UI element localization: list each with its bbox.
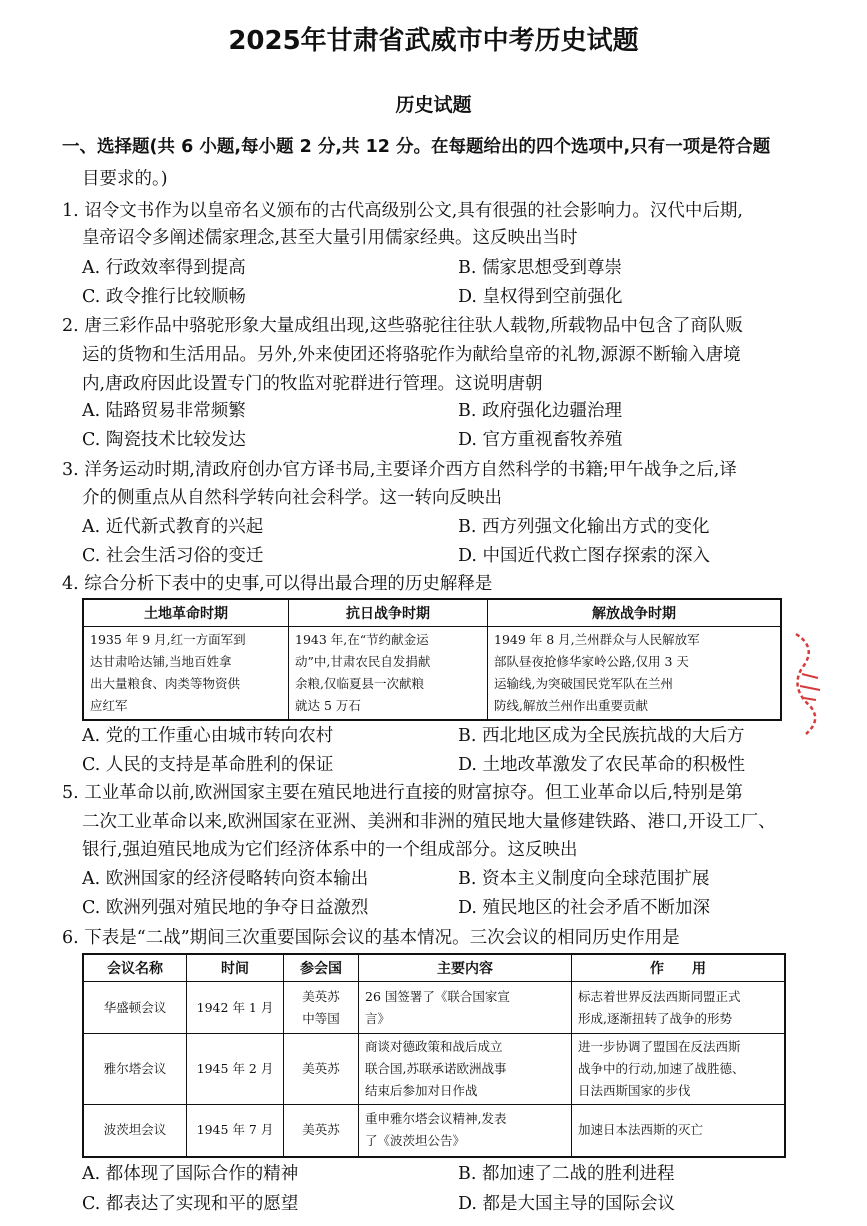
q6-row2-content-line3: 结束后参加对日作战: [365, 1083, 478, 1098]
q6-row1-countries: [284, 982, 359, 1034]
q6-row1-content-line1: 26 国签署了《联合国家宣: [365, 988, 510, 1004]
q5-stem-line1: 5. 工业革命以前,欧洲国家主要在殖民地进行直接的财富掠夺。但工业革命以后,特别是第: [62, 783, 743, 803]
q5-option-c[interactable]: C. 欧洲列强对殖民地的争夺日益激烈: [82, 898, 369, 918]
q5-option-a[interactable]: A. 欧洲国家的经济侵略转向资本输出: [82, 869, 369, 889]
q2-option-d[interactable]: D. 官方重视畜牧养殖: [458, 430, 623, 450]
q4-cell-1949-line1: 1949 年 8 月,兰州群众与人民解放军: [494, 632, 700, 647]
q4-cell-1943-line2: 动”中,甘肃农民自发捐献: [295, 654, 431, 669]
q4-cell-1949: [488, 627, 782, 721]
q6-row3-content-line2: 了《波茨坦公告》: [365, 1133, 466, 1149]
q6-row2-name: 雅尔塔会议: [83, 1034, 187, 1105]
q6-row2-effect: [572, 1034, 786, 1105]
section-instructions-line2: 目要求的。): [82, 169, 168, 189]
q3-option-c[interactable]: C. 社会生活习俗的变迁: [82, 546, 264, 566]
q1-stem-line2: 皇帝诏令多阐述儒家理念,甚至大量引用儒家经典。这反映出当时: [82, 228, 578, 248]
q5-option-d[interactable]: D. 殖民地区的社会矛盾不断加深: [458, 898, 711, 918]
q4-cell-1949-line4: 防线,解放兰州作出重要贡献: [494, 698, 648, 713]
q6-header-effect: 作 用: [572, 954, 786, 982]
q2-stem-line1: 2. 唐三彩作品中骆驼形象大量成组出现,这些骆驼往往驮人载物,所载物品中包含了商队贩: [62, 316, 743, 336]
q6-row1-content-line2: 言》: [365, 1010, 391, 1026]
q5-stem-line3: 银行,强迫殖民地成为它们经济体系中的一个组成部分。这反映出: [82, 840, 578, 860]
q6-conference-table: [82, 953, 786, 1158]
q4-cell-1943-line3: 余粮,仅临夏县一次献粮: [295, 676, 424, 691]
q4-cell-1943-line4: 就达 5 万石: [295, 698, 361, 713]
q2-stem-line2: 运的货物和生活用品。另外,外来使团还将骆驼作为献给皇帝的礼物,源源不断输入唐境: [82, 345, 741, 365]
q4-option-a[interactable]: A. 党的工作重心由城市转向农村: [82, 726, 334, 746]
q4-cell-1935: [83, 627, 289, 721]
q6-row1-countries-line2: 中等国: [302, 1010, 340, 1026]
q6-row1-countries-line1: 美英苏: [302, 988, 340, 1004]
q5-option-b[interactable]: B. 资本主义制度向全球范围扩展: [458, 869, 710, 889]
q2-option-c[interactable]: C. 陶瓷技术比较发达: [82, 430, 246, 450]
q3-stem-line2: 介的侧重点从自然科学转向社会科学。这一转向反映出: [82, 488, 502, 508]
q1-option-d[interactable]: D. 皇权得到空前强化: [458, 287, 623, 307]
q3-option-a[interactable]: A. 近代新式教育的兴起: [82, 517, 264, 537]
q6-header-countries: 参会国: [284, 954, 359, 982]
q6-row2-countries: 美英苏: [284, 1034, 359, 1105]
q6-option-b[interactable]: B. 都加速了二战的胜利进程: [458, 1164, 675, 1184]
q2-option-b[interactable]: B. 政府强化边疆治理: [458, 401, 622, 421]
q6-row1-effect: [572, 982, 786, 1034]
exam-title: 2025年甘肃省武威市中考历史试题: [228, 26, 639, 56]
q6-row3-content: [359, 1105, 572, 1157]
q6-row2-content-line2: 联合国,苏联承诺欧洲战事: [365, 1061, 507, 1076]
q6-row3-content-line1: 重申雅尔塔会议精神,发表: [365, 1111, 507, 1127]
q2-stem-line3: 内,唐政府因此设置专门的牧监对驼群进行管理。这说明唐朝: [82, 374, 543, 394]
q4-cell-1935-line4: 应红军: [90, 698, 128, 713]
q4-cell-1935-line2: 达甘肃哈达铺,当地百姓拿: [90, 654, 232, 669]
q6-row3-countries: 美英苏: [284, 1105, 359, 1157]
q6-row2-effect-line3: 日法西斯国家的步伐: [578, 1083, 691, 1098]
q1-stem-line1: 1. 诏令文书作为以皇帝名义颁布的古代高级别公文,具有很强的社会影响力。汉代中后期,: [62, 201, 743, 221]
q4-option-d[interactable]: D. 土地改革激发了农民革命的积极性: [458, 755, 746, 775]
q6-header-name: 会议名称: [83, 954, 187, 982]
q6-header-content: 主要内容: [359, 954, 572, 982]
q6-row1-effect-line2: 形成,逐渐扭转了战争的形势: [578, 1010, 732, 1026]
q6-row1-name: 华盛顿会议: [83, 982, 187, 1034]
q6-row1-content: [359, 982, 572, 1034]
q4-cell-1943: [289, 627, 488, 721]
q1-option-b[interactable]: B. 儒家思想受到尊崇: [458, 258, 622, 278]
q4-header-anti-japanese-war: 抗日战争时期: [289, 599, 488, 627]
q4-header-land-revolution: 土地革命时期: [83, 599, 289, 627]
q4-cell-1949-line3: 运输线,为突破国民党军队在兰州: [494, 676, 673, 691]
q6-row2-content-line1: 商谈对德政策和战后成立: [365, 1039, 503, 1054]
section-instructions-line1: 一、选择题(共 6 小题,每小题 2 分,共 12 分。在每题给出的四个选项中,只有一项是符合题: [62, 137, 771, 157]
q6-option-a[interactable]: A. 都体现了国际合作的精神: [82, 1164, 299, 1184]
q5-stem-line2: 二次工业革命以来,欧洲国家在亚洲、美洲和非洲的殖民地大量修建铁路、港口,开设工厂、: [82, 812, 776, 832]
q4-stem-line1: 4. 综合分析下表中的史事,可以得出最合理的历史解释是: [62, 574, 493, 594]
q6-row1-effect-line1: 标志着世界反法西斯同盟正式: [578, 988, 741, 1004]
q6-row2-effect-line1: 进一步协调了盟国在反法西斯: [578, 1039, 741, 1054]
exam-subtitle: 历史试题: [395, 94, 472, 116]
q6-row2-effect-line2: 战争中的行动,加速了战胜德、: [578, 1061, 745, 1076]
q4-option-c[interactable]: C. 人民的支持是革命胜利的保证: [82, 755, 334, 775]
q6-row3-time: 1945 年 7 月: [187, 1105, 284, 1157]
q4-cell-1943-line1: 1943 年,在“节约献金运: [295, 632, 429, 647]
q3-option-b[interactable]: B. 西方列强文化输出方式的变化: [458, 517, 710, 537]
q6-option-d[interactable]: D. 都是大国主导的国际会议: [458, 1194, 676, 1214]
q6-row3-effect: 加速日本法西斯的灭亡: [572, 1105, 786, 1157]
q1-option-c[interactable]: C. 政令推行比较顺畅: [82, 287, 246, 307]
q6-row1-time: 1942 年 1 月: [187, 982, 284, 1034]
q4-cell-1935-line1: 1935 年 9 月,红一方面军到: [90, 632, 246, 647]
q6-option-c[interactable]: C. 都表达了实现和平的愿望: [82, 1194, 299, 1214]
q1-option-a[interactable]: A. 行政效率得到提高: [82, 258, 246, 278]
q4-option-b[interactable]: B. 西北地区成为全民族抗战的大后方: [458, 726, 745, 746]
q6-stem-line1: 6. 下表是“二战”期间三次重要国际会议的基本情况。三次会议的相同历史作用是: [62, 928, 680, 948]
q4-cell-1935-line3: 出大量粮食、肉类等物资供: [90, 676, 241, 691]
q6-header-time: 时间: [187, 954, 284, 982]
q3-stem-line1: 3. 洋务运动时期,清政府创办官方译书局,主要译介西方自然科学的书籍;甲午战争之后,译: [62, 460, 737, 480]
red-stamp-mark: [788, 628, 828, 738]
q4-cell-1949-line2: 部队昼夜抢修华家岭公路,仅用 3 天: [494, 654, 689, 669]
q6-row2-time: 1945 年 2 月: [187, 1034, 284, 1105]
q4-header-liberation-war: 解放战争时期: [488, 599, 782, 627]
q4-history-table: [82, 598, 782, 721]
q3-option-d[interactable]: D. 中国近代救亡图存探索的深入: [458, 546, 711, 566]
q6-row2-content: [359, 1034, 572, 1105]
q6-row3-name: 波茨坦会议: [83, 1105, 187, 1157]
q2-option-a[interactable]: A. 陆路贸易非常频繁: [82, 401, 246, 421]
